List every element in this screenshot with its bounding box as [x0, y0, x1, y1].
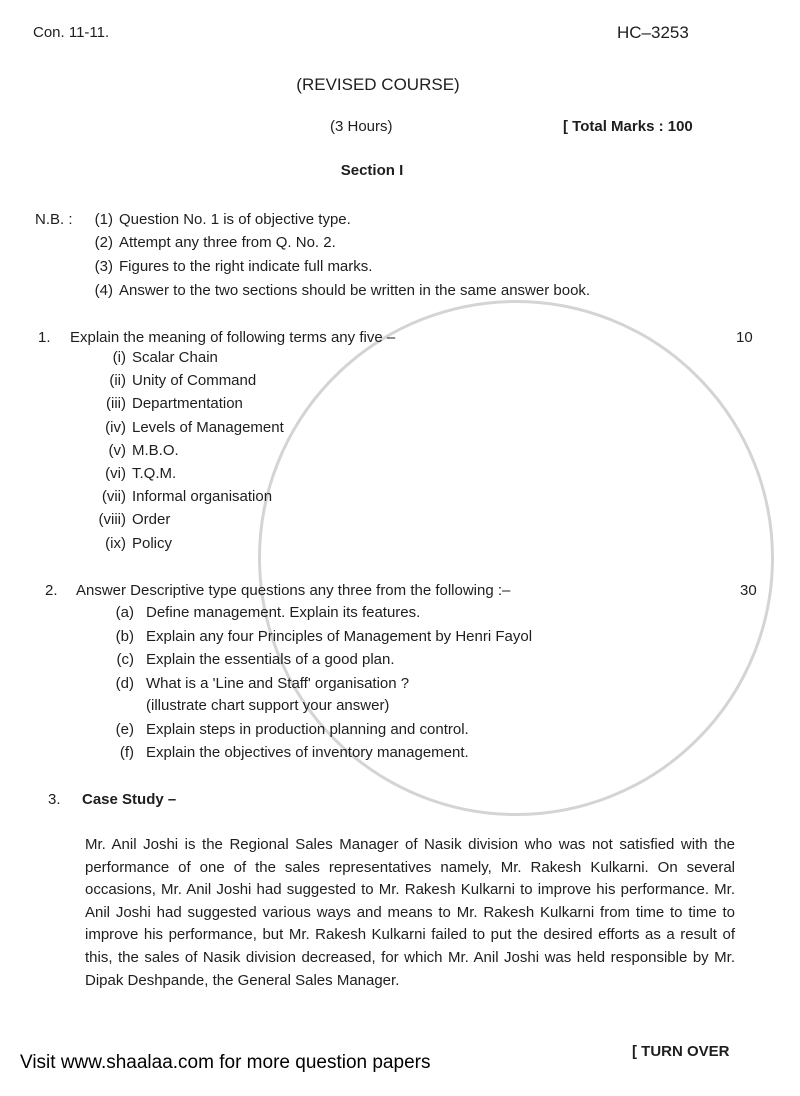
q2-item-text: What is a 'Line and Staff' organisation ?: [146, 675, 410, 692]
paper-code-left: Con. 11-11.: [33, 24, 110, 41]
q1-item-text: Scalar Chain: [132, 349, 218, 366]
turn-over: [ TURN OVER: [632, 1043, 730, 1060]
q2-number: 2.: [45, 582, 58, 599]
nb-item-number: (4): [94, 282, 113, 299]
q3-title: Case Study –: [82, 791, 177, 808]
q1-item-text: Levels of Management: [132, 419, 284, 436]
q2-item-number: (b): [115, 628, 134, 645]
q2-item-number: (c): [116, 651, 134, 668]
nb-item-number: (2): [94, 234, 113, 251]
q2-item-number: (a): [115, 604, 134, 621]
q1-item-number: (iii): [106, 395, 126, 412]
nb-item-number: (1): [94, 211, 113, 228]
q1-item-text: Policy: [132, 535, 173, 552]
nb-item-text: Figures to the right indicate full marks.: [119, 258, 373, 275]
q1-item-text: M.B.O.: [132, 442, 179, 459]
q1-number: 1.: [38, 329, 51, 346]
q2-item-text: (illustrate chart support your answer): [146, 697, 390, 714]
q1-item-number: (viii): [98, 511, 126, 528]
q1-item-number: (i): [112, 349, 126, 366]
q1-item-number: (ii): [109, 372, 126, 389]
duration: (3 Hours): [330, 118, 393, 135]
q2-item-text: Explain steps in production planning and control.: [146, 721, 469, 738]
nb-item-text: Answer to the two sections should be written in the same answer book.: [119, 282, 591, 299]
q1-item-text: Unity of Command: [132, 372, 257, 389]
nb-item-text: Question No. 1 is of objective type.: [119, 211, 351, 228]
q2-text: Answer Descriptive type questions any three from the following :–: [76, 582, 511, 599]
q1-item-text: Order: [132, 511, 171, 528]
nb-item-number: (3): [94, 258, 113, 275]
q2-item-text: Explain the objectives of inventory management.: [146, 744, 469, 761]
q1-item-number: (v): [108, 442, 126, 459]
q2-item-number: (e): [115, 721, 134, 738]
q1-item-number: (vii): [101, 488, 126, 505]
q2-marks: 30: [740, 582, 757, 599]
q2-item-text: Define management. Explain its features.: [146, 604, 421, 621]
q1-text: Explain the meaning of following terms any five –: [70, 329, 396, 346]
q1-item-number: (ix): [105, 535, 126, 552]
paper-code-right: HC–3253: [617, 23, 689, 42]
nb-item-text: Attempt any three from Q. No. 2.: [119, 234, 336, 251]
q1-item-text: Departmentation: [132, 395, 243, 412]
nb-label: N.B. :: [35, 211, 73, 228]
section-heading: Section I: [340, 162, 404, 179]
q1-marks: 10: [736, 329, 753, 346]
q2-item-text: Explain any four Principles of Management by Henri Fayol: [146, 628, 533, 645]
q1-item-text: T.Q.M.: [132, 465, 177, 482]
q1-item-number: (iv): [105, 419, 126, 436]
q1-item-text: Informal organisation: [132, 488, 273, 505]
q3-number: 3.: [48, 791, 61, 808]
footer-link-text[interactable]: Visit www.shaalaa.com for more question papers: [20, 1052, 431, 1073]
q1-item-number: (vi): [105, 465, 126, 482]
case-study-text: Mr. Anil Joshi is the Regional Sales Manager of Nasik division who was not satisfied with the performance of one of the sales representatives namely, Mr. Rakesh Kulkarni. On several occasions, Mr. Anil Joshi had suggested to Mr. Rakesh Kulkarni to improve his performance. Mr. Anil Joshi had suggested various ways and means to Mr. Rakesh Kulkarni from time to time to improve his performance, but Mr. Rakesh Kulkarni failed to put the desired efforts as a result of this, the sales of Nasik division decreased, for which Mr. Anil Joshi was held responsible by Mr. Dipak Deshpande, the General Sales Manager.: [85, 836, 735, 989]
total-marks: [ Total Marks : 100: [563, 118, 693, 135]
q2-item-number: (d): [115, 675, 134, 692]
q2-item-number: (f): [119, 744, 134, 761]
q2-item-text: Explain the essentials of a good plan.: [146, 651, 395, 668]
course-title: (REVISED COURSE): [296, 75, 460, 94]
